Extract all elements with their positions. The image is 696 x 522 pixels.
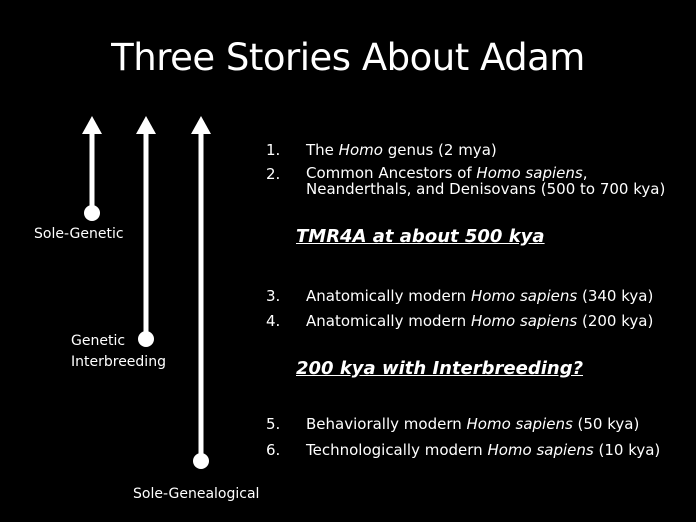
tmr4a-heading: TMR4A at about 500 kya [296,226,545,247]
interbreeding-label: Interbreeding [71,354,166,370]
item-text: Anatomically modern Homo sapiens (200 kya) [306,312,654,330]
item-number: 4. [266,312,281,330]
item-text: Common Ancestors of Homo sapiens, Neanderthals, and Denisovans (500 to 700 kya) [306,164,666,198]
sole-genealogical-label: Sole-Genealogical [133,486,260,502]
item-text: The Homo genus (2 mya) [306,141,497,159]
item-number: 2. [266,165,281,183]
item-number: 6. [266,441,281,459]
item-text: Technologically modern Homo sapiens (10 kya) [306,441,661,459]
sole-genetic-arrow [82,116,102,221]
sole-genealogical-arrow [191,116,211,469]
item-number: 1. [266,141,281,159]
genetic-label: Genetic [71,333,126,349]
item-number: 3. [266,287,281,305]
slide-title: Three Stories About Adam [111,36,585,79]
sole-genetic-label: Sole-Genetic [34,226,124,242]
item-text: Behaviorally modern Homo sapiens (50 kya) [306,415,640,433]
genetic-interbreeding-arrow [136,116,156,347]
item-text: Anatomically modern Homo sapiens (340 kya) [306,287,654,305]
interbreeding-heading: 200 kya with Interbreeding? [296,358,584,379]
item-number: 5. [266,415,281,433]
